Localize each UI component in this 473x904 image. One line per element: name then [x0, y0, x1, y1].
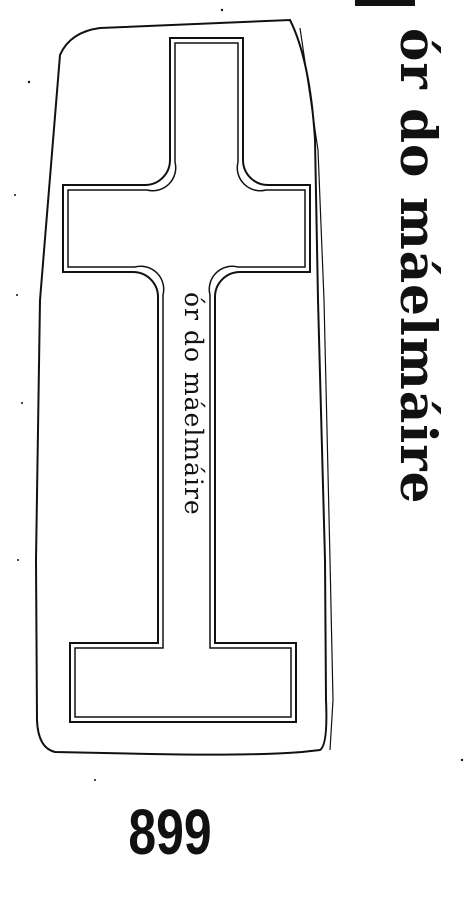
catalogue-number: 899 — [128, 796, 212, 868]
inscription-large: ór do máelmáire — [389, 28, 448, 505]
slab-edge-shading — [300, 28, 333, 750]
inscription-on-cross-shaft: ór do máelmáire — [179, 292, 208, 516]
corner-mark — [355, 0, 415, 6]
